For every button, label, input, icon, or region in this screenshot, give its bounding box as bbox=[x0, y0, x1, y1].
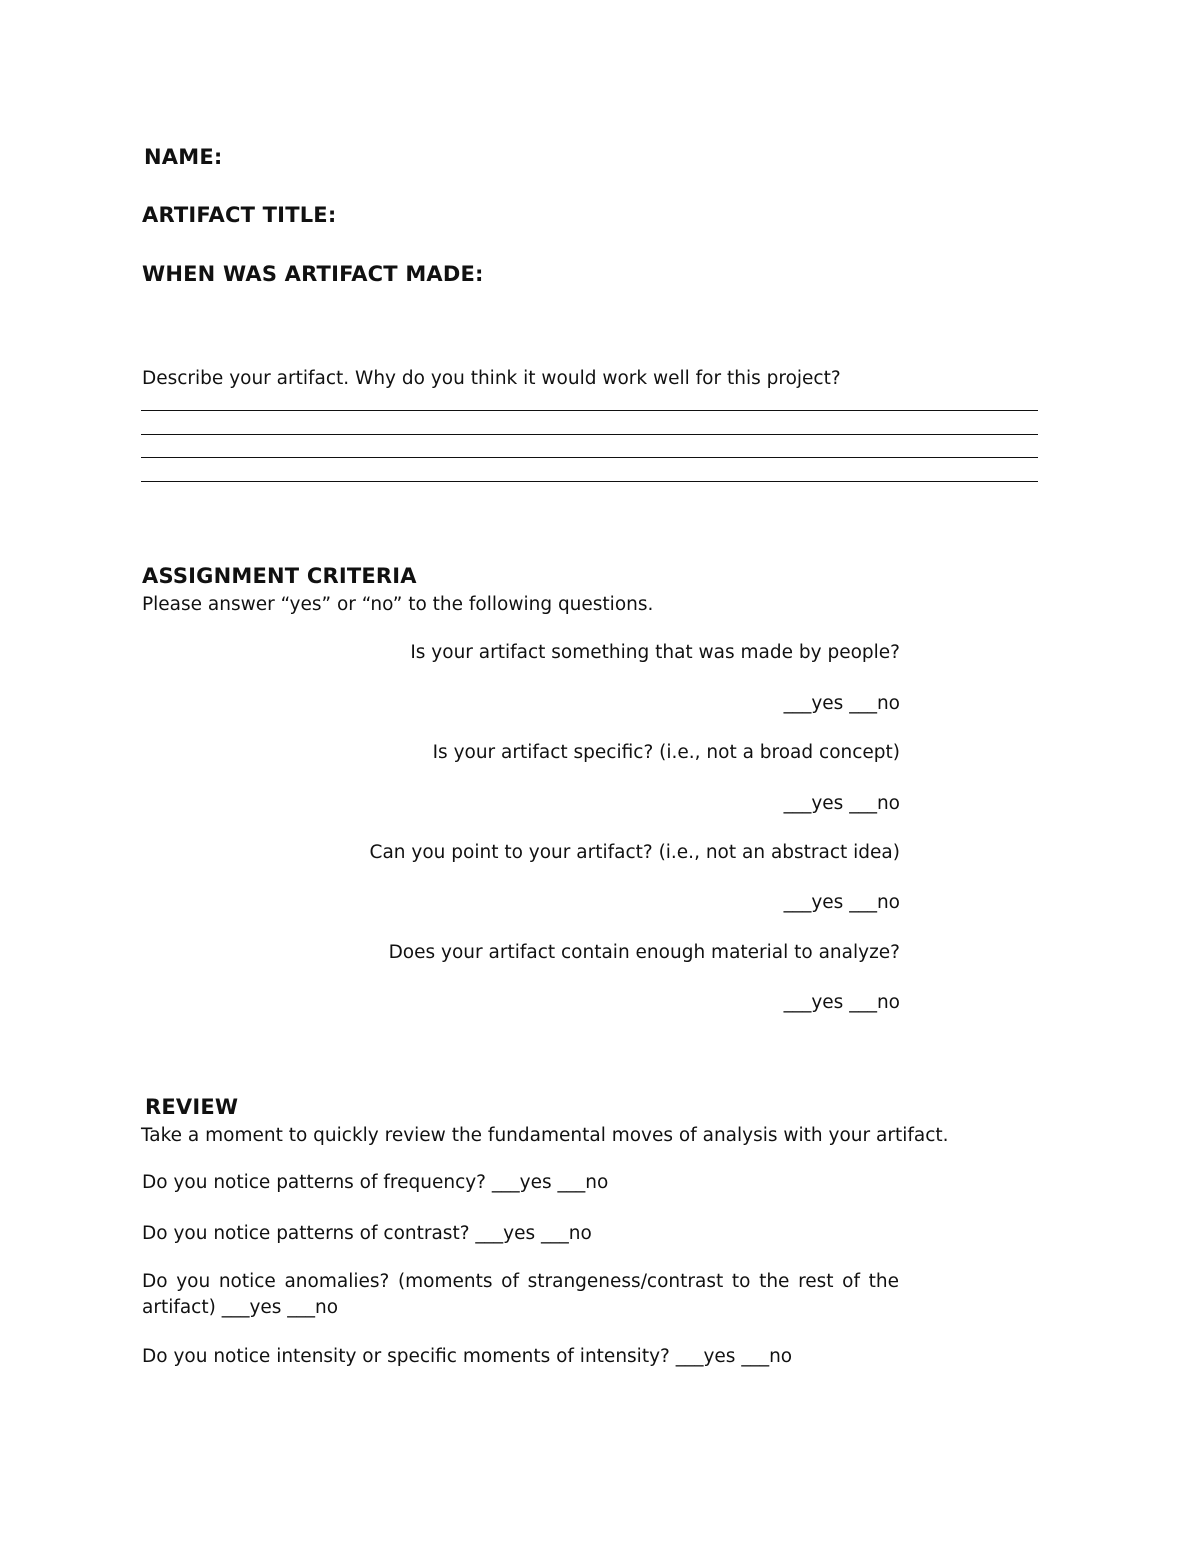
criteria-answer-1[interactable]: ___yes ___no bbox=[783, 693, 900, 714]
answer-line-1[interactable] bbox=[141, 410, 1038, 411]
criteria-question-2: Is your artifact specific? (i.e., not a broad concept) bbox=[432, 742, 900, 763]
answer-line-2[interactable] bbox=[141, 434, 1038, 435]
when-made-label: WHEN WAS ARTIFACT MADE: bbox=[142, 262, 484, 286]
review-question-frequency[interactable]: Do you notice patterns of frequency? ___yes ___no bbox=[142, 1172, 609, 1193]
review-question-intensity[interactable]: Do you notice intensity or specific moments of intensity? ___yes ___no bbox=[142, 1346, 793, 1367]
criteria-answer-2[interactable]: ___yes ___no bbox=[783, 793, 900, 814]
criteria-heading: ASSIGNMENT CRITERIA bbox=[142, 564, 417, 588]
review-question-contrast[interactable]: Do you notice patterns of contrast? ___yes ___no bbox=[142, 1223, 592, 1244]
answer-line-4[interactable] bbox=[141, 481, 1038, 482]
review-question-anomalies[interactable]: Do you notice anomalies? (moments of strangeness/contrast to the rest of the artifact) ___yes ___no bbox=[142, 1271, 899, 1318]
review-intro: Take a moment to quickly review the fundamental moves of analysis with your artifact. bbox=[141, 1125, 949, 1146]
criteria-answer-3[interactable]: ___yes ___no bbox=[783, 892, 900, 913]
describe-prompt: Describe your artifact. Why do you think it would work well for this project? bbox=[142, 368, 841, 389]
criteria-instructions: Please answer “yes” or “no” to the following questions. bbox=[142, 594, 654, 615]
answer-line-3[interactable] bbox=[141, 457, 1038, 458]
criteria-question-4: Does your artifact contain enough material to analyze? bbox=[388, 942, 900, 963]
name-label: NAME: bbox=[144, 145, 223, 169]
criteria-answer-4[interactable]: ___yes ___no bbox=[783, 992, 900, 1013]
criteria-question-3: Can you point to your artifact? (i.e., not an abstract idea) bbox=[369, 842, 900, 863]
review-heading: REVIEW bbox=[145, 1095, 239, 1119]
criteria-question-1: Is your artifact something that was made by people? bbox=[410, 642, 900, 663]
artifact-title-label: ARTIFACT TITLE: bbox=[142, 203, 337, 227]
